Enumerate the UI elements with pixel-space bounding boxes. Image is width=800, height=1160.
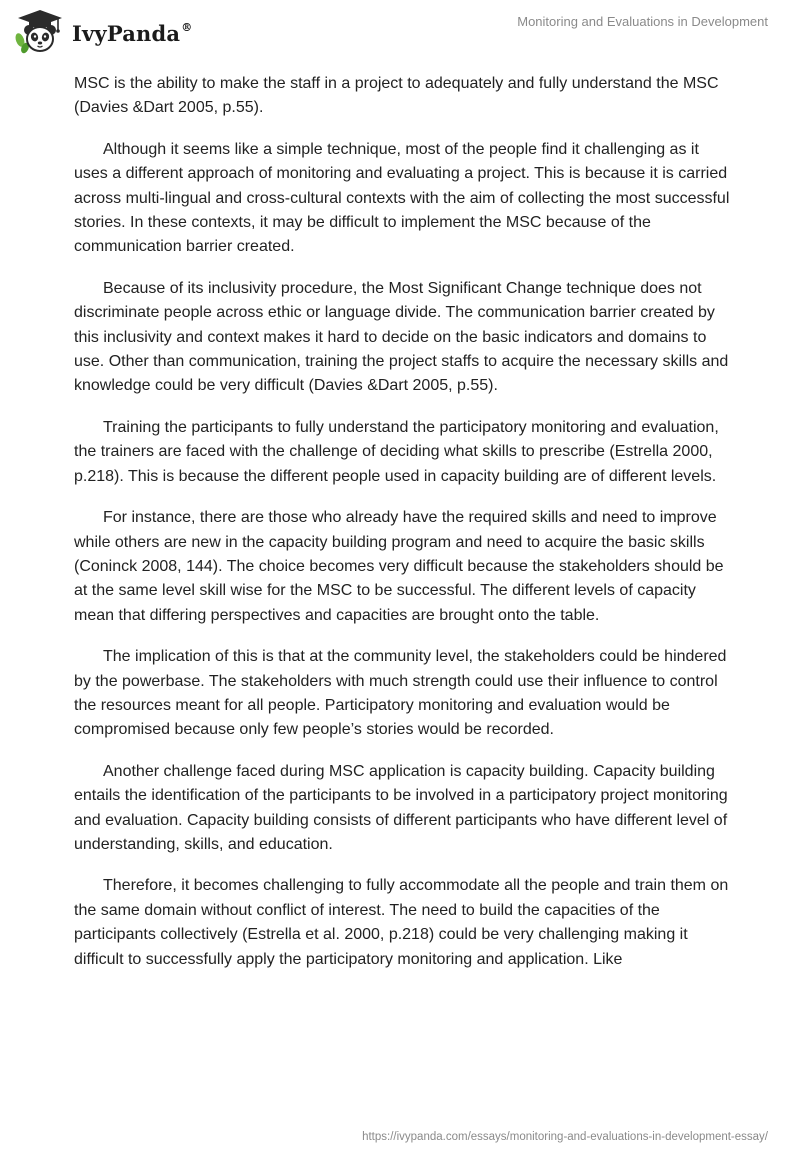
paragraph-1: MSC is the ability to make the staff in a project to adequately and fully understand the MSC (Davies &Dart 2005, p.55).	[74, 75, 719, 117]
source-url[interactable]: https://ivypanda.com/essays/monitoring-and-evaluations-in-development-essay/	[362, 1131, 768, 1143]
paragraph-6: The implication of this is that at the community level, the stakeholders could be hindered by the powerbase. The stakeholders with much strength could use their influence to control the resources meant for all people. Participatory monitoring and evaluation would be compromised because only few people’s stories would be recorded.	[74, 648, 727, 739]
paragraph-4: Training the participants to fully understand the participatory monitoring and evaluation, the trainers are faced with the challenge of deciding what skills to prescribe (Estrella 2000, p.218). This is because the different people used in capacity building are of different levels.	[74, 418, 719, 485]
paragraph-2: Although it seems like a simple technique, most of the people find it challenging as it uses a different approach of monitoring and evaluating a project. This is because it is carried across multi-lingual and cross-cultural contexts with the aim of collecting the most successful stories. In these contexts, it may be difficult to implement the MSC because of the communication barrier created.	[74, 140, 730, 256]
panda-graduate-icon	[14, 8, 66, 54]
page-header	[0, 0, 800, 60]
ivypanda-logo[interactable]	[14, 8, 192, 54]
paragraph-7: Another challenge faced during MSC application is capacity building. Capacity building entails the identification of the participants to be involved in a participatory project monitoring and evaluation. Capacity building consists of different participants who have different level of understanding, skills, and education.	[74, 762, 728, 853]
paragraph-8: Therefore, it becomes challenging to fully accommodate all the people and train them on the same domain without conflict of interest. The need to build the capacities of the participants collectively (Estrella et al. 2000, p.218) could be very challenging making it difficult to successfully apply the participatory monitoring and application. Like	[74, 877, 729, 968]
essay-body	[74, 72, 734, 989]
document-title: Monitoring and Evaluations in Development	[517, 14, 768, 29]
paragraph-3: Because of its inclusivity procedure, the Most Significant Change technique does not discriminate people across ethic or language divide. The communication barrier created by this inclusivity and context makes it hard to decide on the basic indicators and domains to use. Other than communication, training the project staffs to acquire the necessary skills and knowledge could be very difficult (Davies &Dart 2005, p.55).	[74, 279, 729, 395]
registered-mark: ®	[181, 20, 193, 34]
paragraph-5: For instance, there are those who already have the required skills and need to improve while others are new in the capacity building program and need to acquire the basic skills (Coninck 2008, 144). The choice becomes very difficult because the stakeholders should be at the same level skill wise for the MSC to be successful. The different levels of capacity mean that differing perspectives and capacities are brought onto the table.	[74, 509, 724, 624]
brand-name: IvyPanda®	[72, 20, 193, 46]
